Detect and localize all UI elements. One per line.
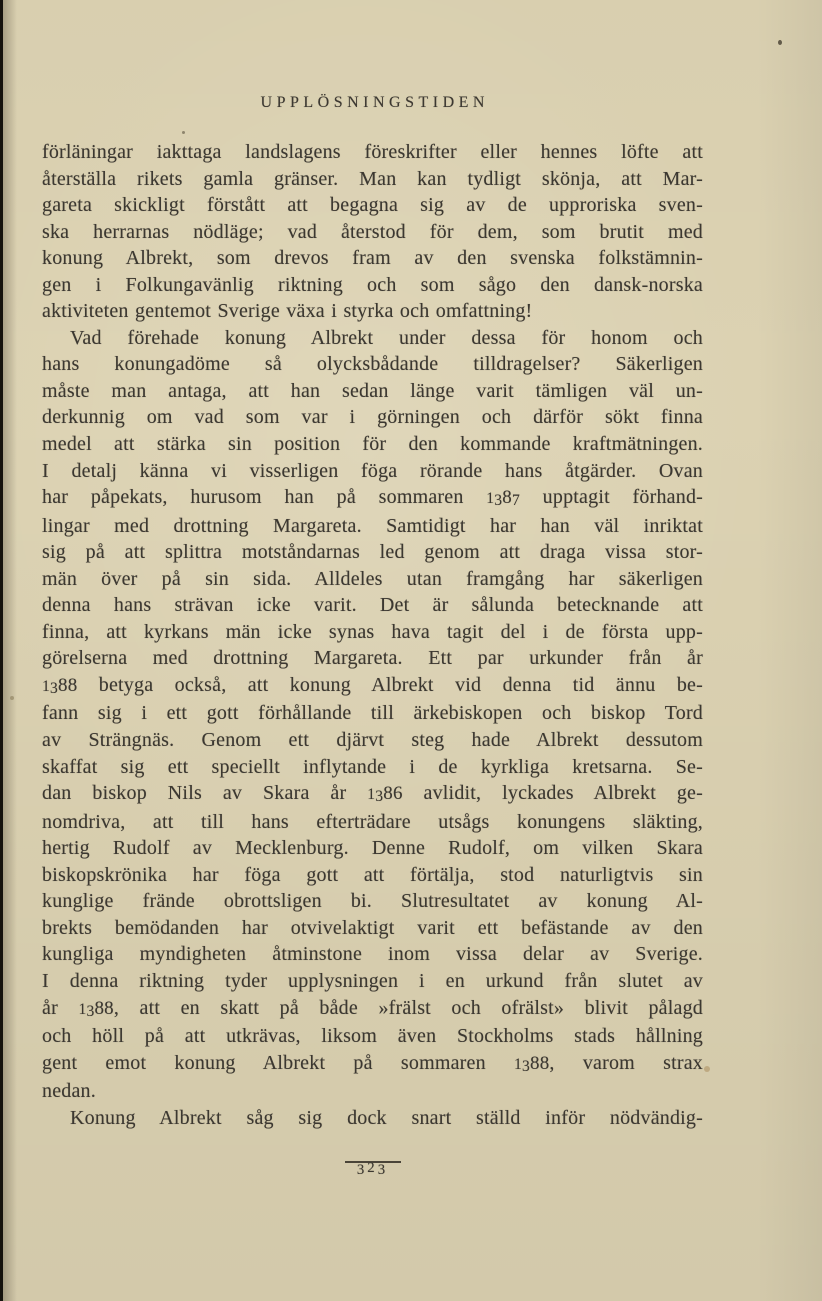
text-line: konung Albrekt, som drevos fram av den svenska folkstämnin- <box>42 247 703 270</box>
text-line: hertig Rudolf av Mecklenburg. Denne Rudolf, om vilken Skara <box>42 837 703 860</box>
text-line: brekts bemödanden har otvivelaktigt varit ett befästande av den <box>42 916 703 939</box>
text-line: gareta skickligt förstått att begagna sig av de upproriska sven- <box>42 194 703 217</box>
text-line: år 1388, att en skatt på både »frälst och ofrälst» blivit pålagd <box>42 996 703 1020</box>
text-line: gent emot konung Albrekt på sommaren 1388, varom strax <box>42 1051 703 1075</box>
text-line: görelserna med drottning Margareta. Ett par urkunder från år <box>42 647 703 670</box>
page-number: 323 <box>356 1160 389 1179</box>
text-line: medel att stärka sin position för den kommande kraftmätningen. <box>42 433 703 456</box>
text-line: aktiviteten gentemot Sverige växa i styrka och omfattning! <box>42 300 533 323</box>
text-line: av Strängnäs. Genom ett djärvt steg hade Albrekt dessutom <box>42 729 703 752</box>
text-line: hans konungadöme så olycksbådande tilldragelser? Säkerligen <box>42 353 703 376</box>
ink-speck <box>182 131 185 134</box>
text-line: gen i Folkungavänlig riktning och som sågo den dansk-norska <box>42 273 703 296</box>
text-line: ska herrarnas nödläge; vad återstod för dem, som brutit med <box>42 220 703 243</box>
text-line: dan biskop Nils av Skara år 1386 avlidit, lyckades Albrekt ge- <box>42 782 703 806</box>
page-spine-shadow <box>3 0 17 1301</box>
text-line: förläningar iakttaga landslagens föreskrifter eller hennes löfte att <box>42 141 703 163</box>
text-line: sig på att splittra motståndarnas led genom att draga vissa stor- <box>42 541 703 564</box>
paragraph <box>42 1105 703 1132</box>
text-line: I denna riktning tyder upplysningen i en urkund från slutet av <box>42 969 703 992</box>
text-line: fann sig i ett gott förhållande till ärkebiskopen och biskop Tord <box>42 702 703 725</box>
text-line: Konung Albrekt såg sig dock snart ställd inför nödvändig- <box>70 1106 703 1129</box>
text-line: nedan. <box>42 1080 96 1103</box>
text-block <box>42 139 703 1131</box>
text-line: skaffat sig ett speciellt inflytande i de kyrkliga kretsarna. Se- <box>42 755 703 778</box>
text-line: nomdriva, att till hans efterträdare utsågs konungens släkting, <box>42 810 703 833</box>
text-line: måste man antaga, att han sedan länge varit tämligen väl un- <box>42 379 703 402</box>
text-line: I detalj känna vi visserligen föga rörande hans åtgärder. Ovan <box>42 459 703 482</box>
text-line: och höll på att utkrävas, liksom även Stockholms stads hållning <box>42 1025 703 1048</box>
ink-speck <box>778 40 782 45</box>
text-line: biskopskrönika har föga gott att förtälja, stod naturligtvis sin <box>42 863 703 886</box>
paragraph <box>42 139 703 325</box>
paragraph <box>42 325 703 1105</box>
text-line: kungliga myndigheten åtminstone inom vissa delar av Sverige. <box>42 943 703 966</box>
text-line: Vad förehade konung Albrekt under dessa för honom och <box>70 326 703 349</box>
text-line: återställa rikets gamla gränser. Man kan tydligt skönja, att Mar- <box>42 167 703 190</box>
text-line: lingar med drottning Margareta. Samtidigt har han väl inriktat <box>42 514 703 537</box>
text-line: har påpekats, hurusom han på sommaren 1387 upptagit förhand- <box>42 486 704 510</box>
running-header-title: UPPLÖSNINGSTIDEN <box>260 94 489 111</box>
text-line: 1388 betyga också, att konung Albrekt vid denna tid ännu be- <box>42 673 703 698</box>
text-line: finna, att kyrkans män icke synas hava tagit del i de första upp- <box>42 620 703 643</box>
paper-stain <box>704 1066 710 1072</box>
text-line: kunglige frände obrottsligen bi. Slutresultatet av konung Al- <box>42 890 703 913</box>
text-line: män över på sin sida. Alldeles utan framgång har säkerligen <box>42 567 703 590</box>
text-line: denna hans strävan icke varit. Det är sålunda betecknande att <box>42 594 703 617</box>
ink-speck <box>10 696 14 700</box>
text-line: derkunnig om vad som var i görningen och därför sökt finna <box>42 406 703 429</box>
